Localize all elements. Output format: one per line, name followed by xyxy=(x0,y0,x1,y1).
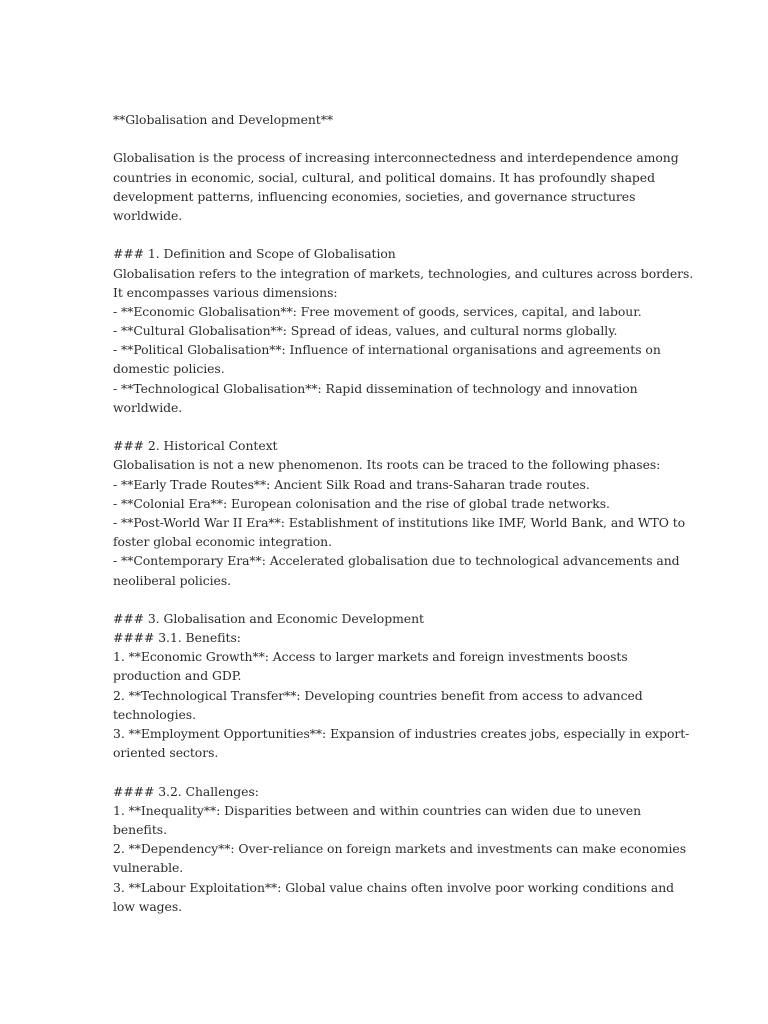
section-1-line: domestic policies. xyxy=(113,361,225,377)
section-1-line: - **Technological Globalisation**: Rapid dissemination of technology and innovation xyxy=(113,380,638,396)
benefits-line: oriented sectors. xyxy=(113,745,219,761)
benefits-line: 2. **Technological Transfer**: Developing countries benefit from access to advanced xyxy=(113,687,643,703)
challenges-line: benefits. xyxy=(113,821,167,837)
benefits-line: 1. **Economic Growth**: Access to larger markets and foreign investments boosts xyxy=(113,649,628,665)
section-1-line: worldwide. xyxy=(113,399,183,415)
spacer xyxy=(113,225,658,244)
intro-line: development patterns, influencing economies, societies, and governance structures xyxy=(113,188,636,204)
section-2-line: - **Colonial Era**: European colonisation and the rise of global trade networks. xyxy=(113,495,610,511)
section-2-line: - **Post-World War II Era**: Establishment of institutions like IMF, World Bank, and WTO to xyxy=(113,514,686,530)
challenges-line: 1. **Inequality**: Disparities between and within countries can widen due to uneven xyxy=(113,802,642,818)
section-2-line: neoliberal policies. xyxy=(113,572,232,588)
challenges-heading: #### 3.2. Challenges: xyxy=(113,783,259,799)
benefits-line: technologies. xyxy=(113,706,196,722)
spacer xyxy=(113,590,658,609)
benefits-line: production and GDP. xyxy=(113,668,242,684)
benefits-heading: #### 3.1. Benefits: xyxy=(113,630,241,646)
section-1-line: It encompasses various dimensions: xyxy=(113,284,338,300)
section-2-heading: ### 2. Historical Context xyxy=(113,438,278,454)
section-1-line: - **Cultural Globalisation**: Spread of ideas, values, and cultural norms globally. xyxy=(113,323,618,339)
section-2-line: Globalisation is not a new phenomenon. Its roots can be traced to the following phases: xyxy=(113,457,661,473)
section-2-line: foster global economic integration. xyxy=(113,534,332,550)
spacer xyxy=(113,762,658,781)
intro-line: worldwide. xyxy=(113,207,183,223)
challenges-line: low wages. xyxy=(113,898,183,914)
section-1-heading: ### 1. Definition and Scope of Globalisation xyxy=(113,246,396,262)
section-1-line: - **Political Globalisation**: Influence of international organisations and agreements on xyxy=(113,342,661,358)
section-1-line: Globalisation refers to the integration of markets, technologies, and cultures across borders. xyxy=(113,265,694,281)
intro-line: Globalisation is the process of increasing interconnectedness and interdependence among xyxy=(113,150,679,166)
document-page xyxy=(113,110,694,916)
challenges-line: 3. **Labour Exploitation**: Global value chains often involve poor working conditions and xyxy=(113,879,675,895)
benefits-line: 3. **Employment Opportunities**: Expansion of industries creates jobs, especially in export- xyxy=(113,726,690,741)
document-title: **Globalisation and Development** xyxy=(113,112,333,127)
section-1-line: - **Economic Globalisation**: Free movement of goods, services, capital, and labour. xyxy=(113,303,642,319)
challenges-line: 2. **Dependency**: Over-reliance on foreign markets and investments can make economies xyxy=(113,841,687,857)
intro-line: countries in economic, social, cultural, and political domains. It has profoundly shaped xyxy=(113,169,655,185)
spacer xyxy=(113,417,658,436)
section-2-line: - **Early Trade Routes**: Ancient Silk Road and trans-Saharan trade routes. xyxy=(113,476,590,492)
section-2-line: - **Contemporary Era**: Accelerated globalisation due to technological advancements and xyxy=(113,553,680,569)
challenges-line: vulnerable. xyxy=(113,860,184,876)
spacer xyxy=(113,129,658,148)
section-3-heading: ### 3. Globalisation and Economic Development xyxy=(113,610,424,626)
